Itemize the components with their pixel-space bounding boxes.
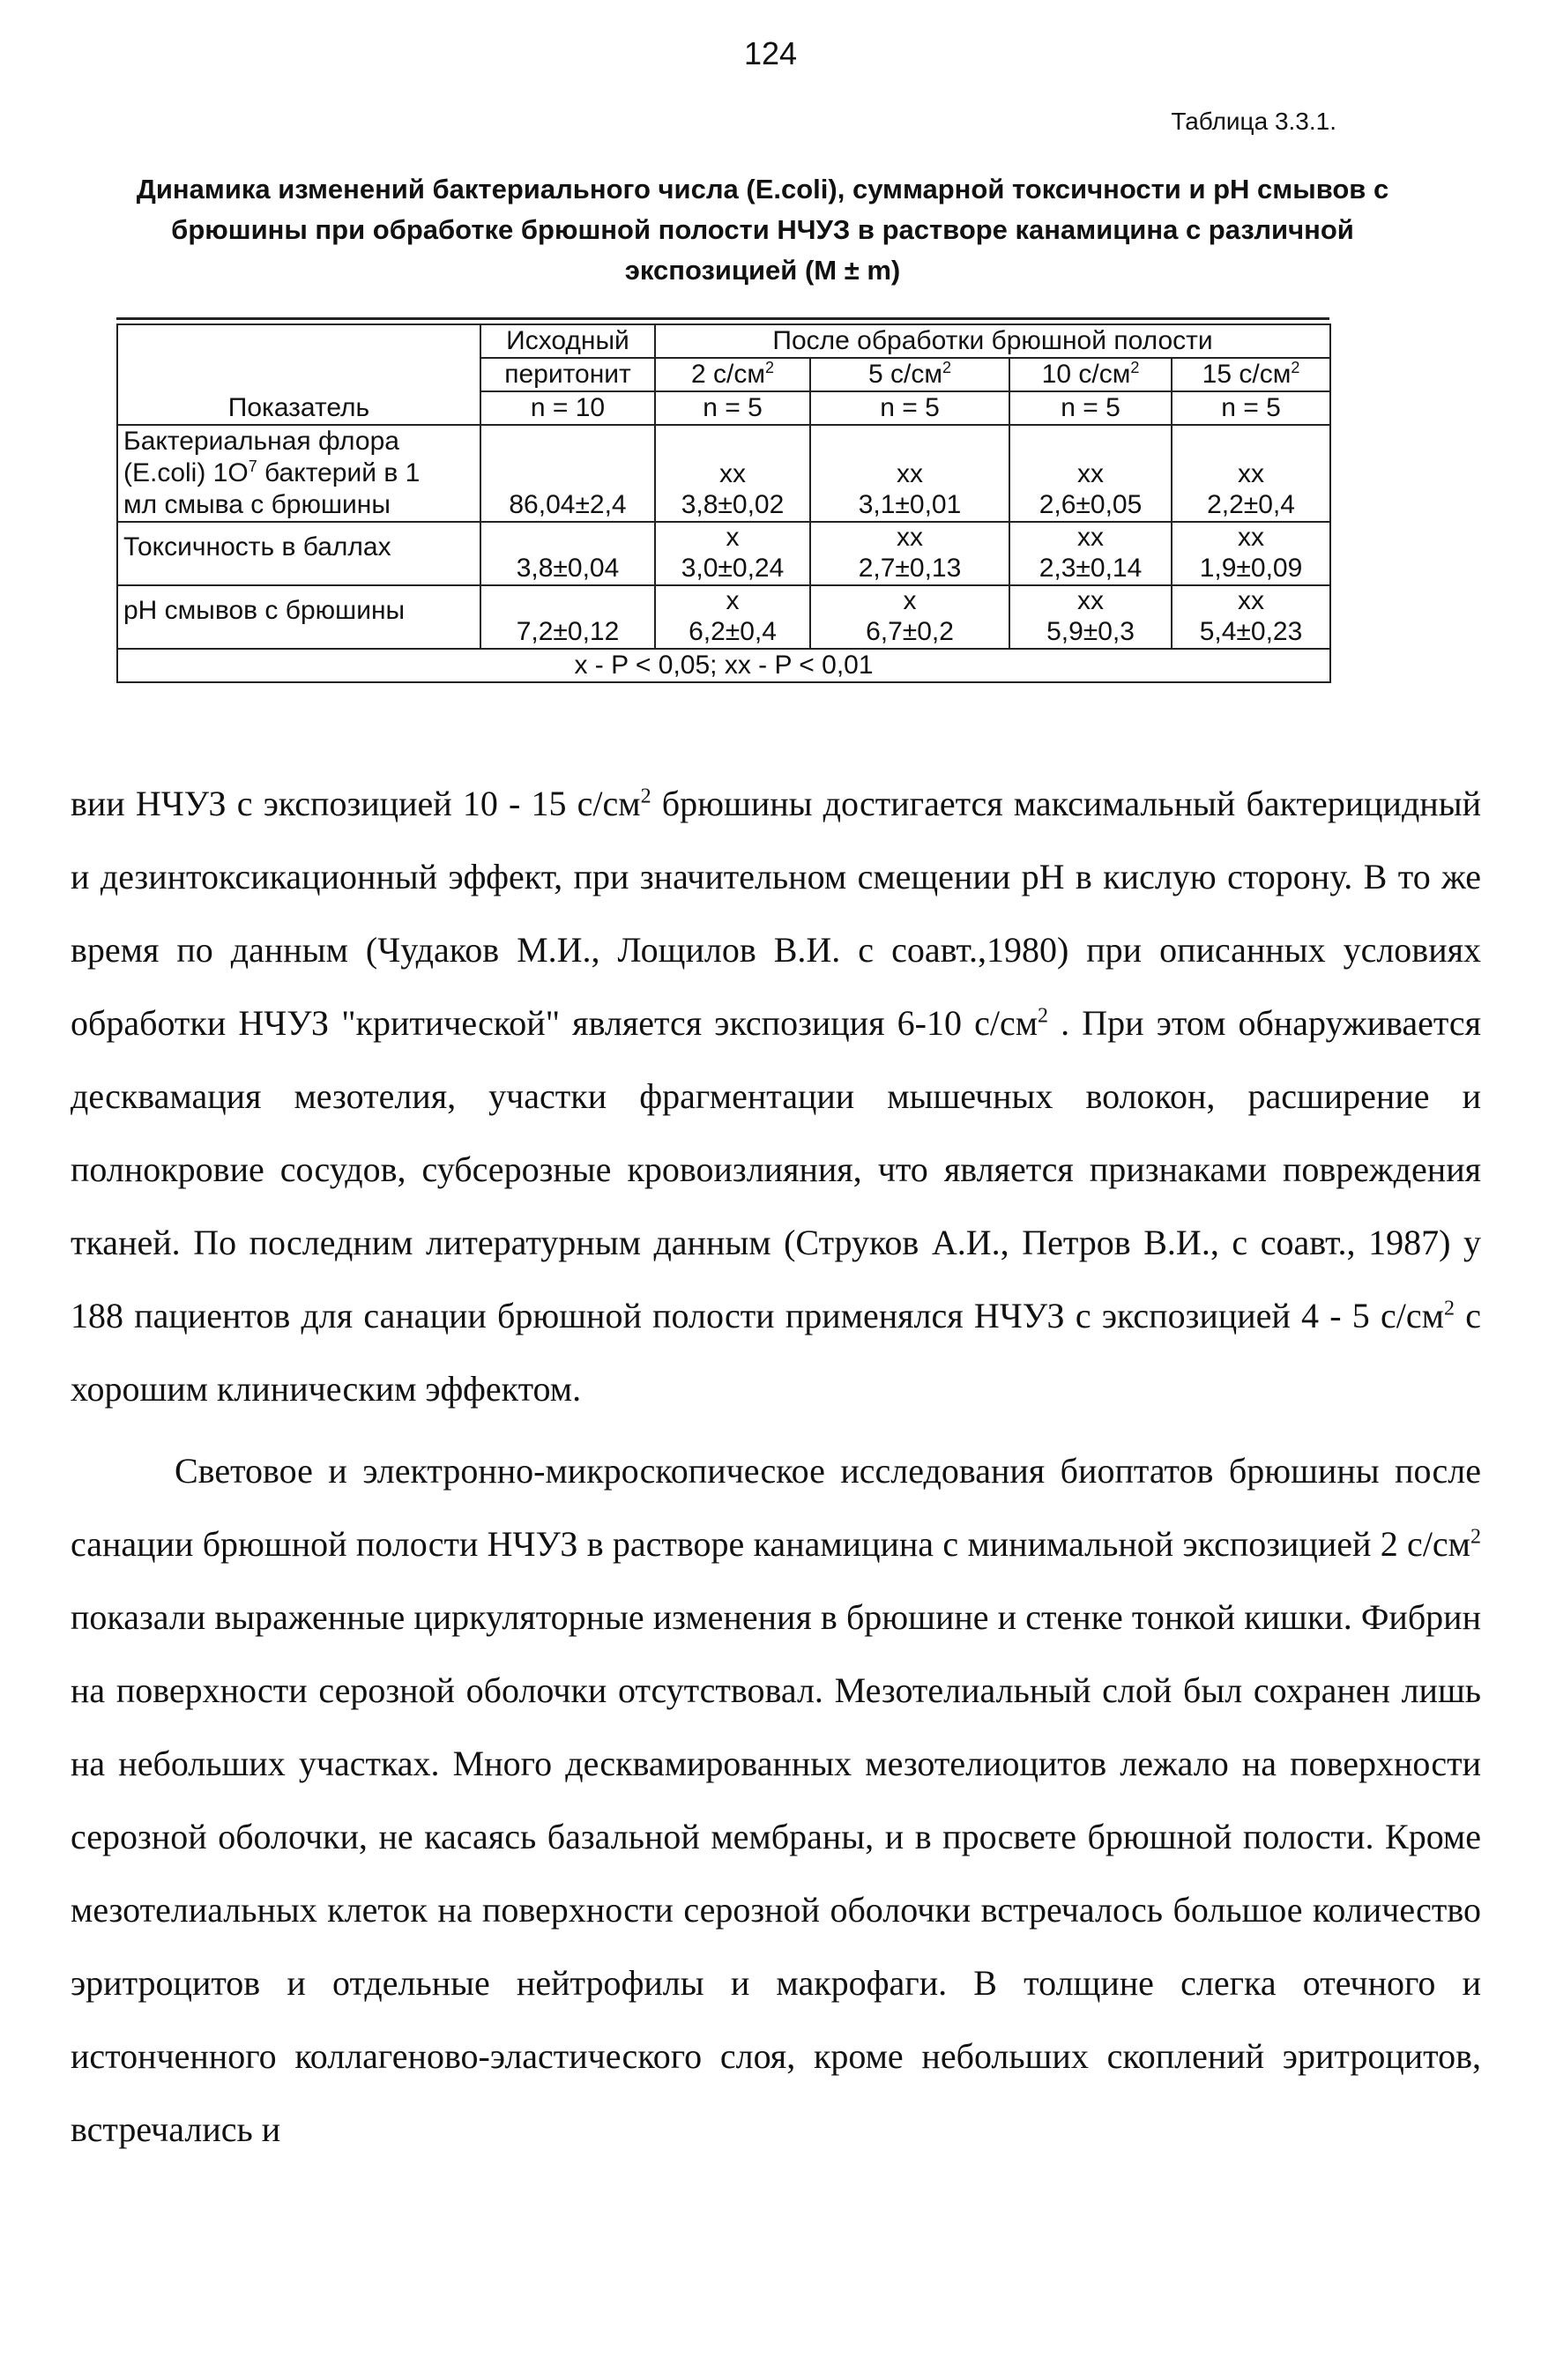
exposure-sup: 2	[1130, 359, 1140, 376]
cell-value	[810, 522, 1009, 585]
header-initial-line1: Исходный	[506, 326, 629, 355]
n-after-2: n = 5	[810, 391, 1009, 425]
significance-mark: xx	[1077, 586, 1104, 615]
superscript: 2	[1470, 1525, 1481, 1549]
cell-value	[655, 522, 810, 585]
n-after-3: n = 5	[1009, 391, 1172, 425]
value: 5,4±0,23	[1199, 617, 1303, 646]
table-label: Таблица 3.3.1.	[1171, 108, 1336, 135]
header-exposure-4	[1172, 358, 1330, 391]
header-exposure-2	[810, 358, 1009, 391]
significance-mark: xx	[1238, 459, 1264, 488]
value: 2,6±0,05	[1038, 490, 1143, 519]
cell-initial: 3,8±0,04	[480, 522, 655, 585]
cell-initial: 86,04±2,4	[480, 425, 655, 522]
text-run: брюшины достигается максимальный бактерицидный и дезинтоксикационный эффект, при значительном смещении pH в кислую сторону. В то же время по данным (Чудаков М.И., Лощилов В.И. с соавт.,1980) при описанных условиях обработки НЧУЗ "критической" является экспозиция 6-10 с/см	[71, 784, 1481, 1043]
value: 6,2±0,4	[689, 617, 777, 646]
table-row	[117, 585, 1330, 649]
text-run: вии НЧУЗ с экспозицией 10 - 15 с/см	[71, 784, 641, 823]
n-initial: n = 10	[480, 391, 655, 425]
row-label-bacteria	[117, 425, 480, 522]
significance-mark: xx	[1238, 586, 1264, 615]
cell-value	[1172, 585, 1330, 649]
cell-value	[810, 425, 1009, 522]
significance-mark: xx	[1077, 523, 1104, 552]
significance-mark: xx	[719, 459, 746, 488]
significance-mark: x	[726, 586, 740, 615]
exposure-sup: 2	[942, 359, 951, 376]
superscript: 2	[1443, 1297, 1455, 1320]
header-initial-line2: перитонит	[480, 358, 655, 391]
table-row	[117, 425, 1330, 522]
exposure-label: 5 с/см	[868, 360, 942, 389]
value: 6,7±0,2	[866, 617, 954, 646]
value: 2,3±0,14	[1038, 554, 1143, 583]
page-number: 124	[743, 35, 798, 71]
header-initial	[480, 324, 655, 358]
data-table	[116, 324, 1331, 683]
significance-mark: xx	[1077, 459, 1104, 488]
row-label-ph: pH смывов с брюшины	[117, 585, 480, 649]
value: 2,2±0,4	[1207, 490, 1295, 519]
body-text	[71, 767, 1481, 2166]
cell-value	[1009, 585, 1172, 649]
exposure-sup: 2	[1291, 359, 1300, 376]
row-label-sup: 7	[248, 457, 257, 475]
value: 5,9±0,3	[1046, 617, 1135, 646]
significance-mark: x	[903, 586, 917, 615]
significance-mark: xx	[897, 459, 923, 488]
superscript: 2	[640, 785, 651, 808]
table-footnote: x - P < 0,05; xx - P < 0,01	[117, 649, 1330, 682]
text-run: Световое и электронно-микроскопическое исследования биоптатов брюшины после санации брюшной полости НЧУЗ в растворе канамицина с минимальной экспозицией 2 с/см	[71, 1451, 1481, 1564]
table-row	[117, 522, 1330, 585]
header-exposure-1	[655, 358, 810, 391]
cell-value	[655, 585, 810, 649]
paragraph-2	[71, 1434, 1481, 2166]
header-after-treatment: После обработки брюшной полости	[655, 324, 1330, 358]
cell-value	[1172, 425, 1330, 522]
superscript: 2	[1038, 1004, 1049, 1028]
value: 3,8±0,02	[681, 490, 785, 519]
exposure-label: 15 с/см	[1202, 360, 1292, 389]
table-title: Динамика изменений бактериального числа (E.coli), суммарной токсичности и pH смывов с брюшины при обработке брюшной полости НЧУЗ в растворе канамицина с различной экспозицией (M ± m)	[136, 174, 1389, 286]
value: 3,0±0,24	[681, 554, 785, 583]
cell-value	[1009, 522, 1172, 585]
header-exposure-3	[1009, 358, 1172, 391]
value: 2,7±0,13	[858, 554, 962, 583]
cell-value	[810, 585, 1009, 649]
row-label-line: мл смыва с брюшины	[123, 490, 391, 519]
value: 1,9±0,09	[1199, 554, 1303, 583]
text-run: показали выраженные циркуляторные изменения в брюшине и стенке тонкой кишки. Фибрин на поверхности серозной оболочки отсутствовал. Мезотелиальный слой был сохранен лишь на небольших участках. Много десквамированных мезотелиоцитов лежало на поверхности серозной оболочки, не касаясь базальной мембраны, и в просвете брюшной полости. Кроме мезотелиальных клеток на поверхности серозной оболочки встречалось большое количество эритроцитов и отдельные нейтрофилы и макрофаги. В толщине слегка отечного и истонченного коллагеново-эластического слоя, кроме небольших скоплений эритроцитов, встречались и	[71, 1597, 1481, 2149]
exposure-label: 2 с/см	[691, 360, 765, 389]
text-run: . При этом обнаруживается десквамация мезотелия, участки фрагментации мышечных волокон, расширение и полнокровие сосудов, субсерозные кровоизлияния, что является признаками повреждения тканей. По последним литературным данным (Струков А.И., Петров В.И., с соавт., 1987) у 188 пациентов для санации брюшной полости применялся НЧУЗ с экспозицией 4 - 5 с/см	[71, 1003, 1481, 1335]
value: 3,1±0,01	[858, 490, 962, 519]
n-after-1: n = 5	[655, 391, 810, 425]
cell-value	[655, 425, 810, 522]
exposure-sup: 2	[764, 359, 774, 376]
exposure-label: 10 с/см	[1041, 360, 1131, 389]
n-after-4: n = 5	[1172, 391, 1330, 425]
row-label-toxicity: Токсичность в баллах	[117, 522, 480, 585]
significance-mark: xx	[897, 523, 923, 552]
row-label-line: (E.coli) 1O	[123, 458, 249, 487]
cell-value	[1172, 522, 1330, 585]
cell-value	[1009, 425, 1172, 522]
row-label-line: бактерий в 1	[257, 458, 421, 487]
header-indicator: Показатель	[117, 324, 480, 425]
data-table-container	[116, 317, 1329, 683]
paragraph-1	[71, 767, 1481, 1425]
significance-mark: xx	[1238, 523, 1264, 552]
cell-initial: 7,2±0,12	[480, 585, 655, 649]
row-label-line: Бактериальная флора	[123, 427, 399, 456]
text-run: с хорошим клиническим эффектом.	[71, 1296, 1481, 1409]
significance-mark: x	[726, 523, 740, 552]
